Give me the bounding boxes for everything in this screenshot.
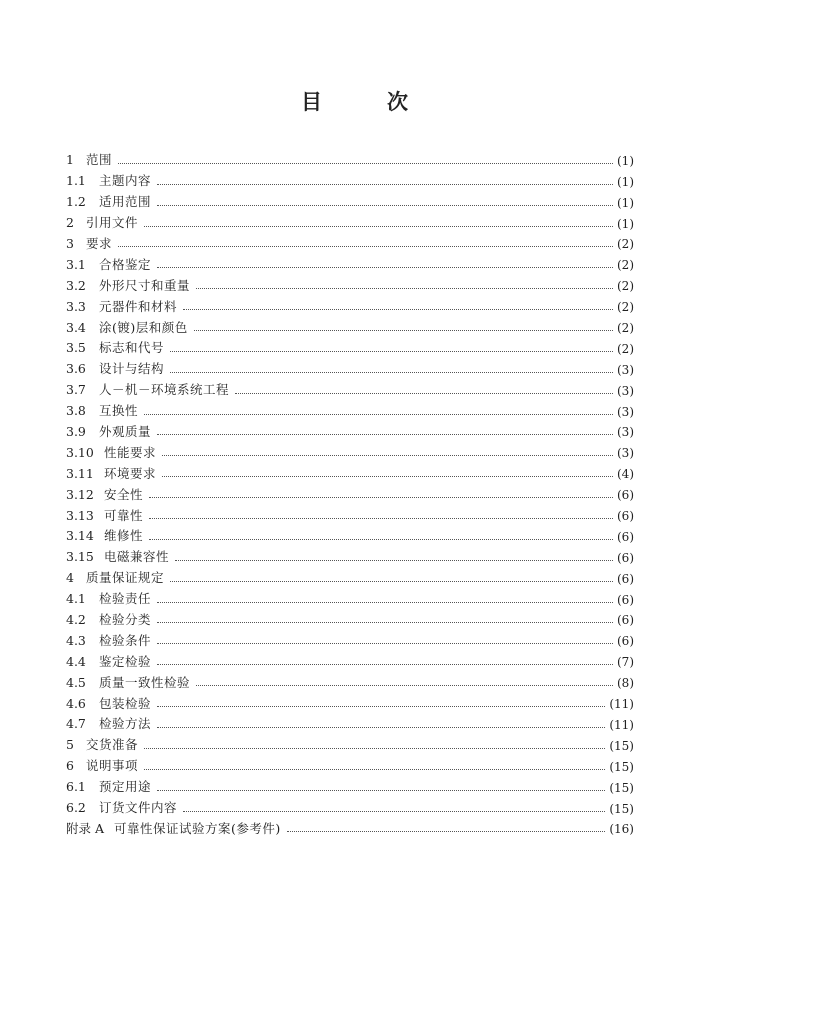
toc-entry xyxy=(66,250,634,271)
toc-entry-label: 元器件和材料 xyxy=(99,298,178,314)
toc-entry-label: 安全性 xyxy=(104,486,144,502)
toc-entry xyxy=(66,146,634,167)
toc-entry-page: (2) xyxy=(617,341,634,356)
toc-entry-page: (2) xyxy=(617,258,634,273)
toc-entry xyxy=(66,230,634,251)
toc-entry xyxy=(66,626,634,647)
toc-dot-leader xyxy=(175,559,613,561)
toc-entry-label: 包装检验 xyxy=(99,695,152,711)
toc-dot-leader xyxy=(157,266,613,268)
toc-entry-number: 3.12 xyxy=(66,486,94,502)
toc-entry xyxy=(66,585,634,606)
toc-entry-page: (6) xyxy=(617,592,634,607)
toc-entry-label: 可靠性保证试验方案(参考件) xyxy=(114,820,281,836)
toc-entry xyxy=(66,689,634,710)
toc-entry-number: 3.7 xyxy=(66,382,86,398)
toc-entry xyxy=(66,773,634,794)
toc-dot-leader xyxy=(235,392,613,394)
toc-dot-leader xyxy=(144,747,605,749)
toc-entry xyxy=(66,647,634,668)
toc-dot-leader xyxy=(196,287,613,289)
toc-entry-label: 可靠性 xyxy=(104,507,144,523)
toc-entry-page: (3) xyxy=(617,362,634,377)
toc-dot-leader xyxy=(170,371,613,373)
toc-entry xyxy=(66,480,634,501)
toc-entry-label: 检验责任 xyxy=(99,591,152,607)
toc-entry-page: (15) xyxy=(609,801,634,816)
toc-entry xyxy=(66,794,634,815)
toc-entry-number: 4.5 xyxy=(66,674,86,690)
toc-entry-page: (6) xyxy=(617,613,634,628)
toc-entry-number: 4.3 xyxy=(66,632,86,648)
toc-entry-number: 3.2 xyxy=(66,277,86,293)
toc-dot-leader xyxy=(183,308,613,310)
toc-entry-number: 3 xyxy=(66,235,74,251)
toc-entry-label: 引用文件 xyxy=(86,215,139,231)
toc-dot-leader xyxy=(157,183,613,185)
toc-entry-page: (3) xyxy=(617,404,634,419)
toc-entry-label: 涂(镀)层和颜色 xyxy=(99,319,188,335)
toc-entry xyxy=(66,271,634,292)
toc-entry xyxy=(66,376,634,397)
toc-entry-label: 要求 xyxy=(86,235,113,251)
toc-entry-number: 3.9 xyxy=(66,423,86,439)
title-char-right: 次 xyxy=(387,90,408,114)
toc-entry-label: 检验条件 xyxy=(99,632,152,648)
toc-dot-leader xyxy=(162,454,613,456)
toc-dot-leader xyxy=(157,789,605,791)
toc-entry-number: 3.11 xyxy=(66,465,94,481)
toc-entry-page: (1) xyxy=(617,153,634,168)
toc-dot-leader xyxy=(194,329,613,331)
toc-entry-page: (2) xyxy=(617,321,634,336)
toc-entry-label: 质量一致性检验 xyxy=(99,674,191,690)
toc-dot-leader xyxy=(170,350,613,352)
toc-entry-label: 主题内容 xyxy=(99,173,152,189)
toc-dot-leader xyxy=(196,684,613,686)
toc-entry xyxy=(66,313,634,334)
toc-entry-page: (2) xyxy=(617,300,634,315)
toc-entry xyxy=(66,334,634,355)
toc-entry-page: (6) xyxy=(617,509,634,524)
toc-entry-label: 人－机－环境系统工程 xyxy=(99,382,230,398)
toc-entry-label: 交货准备 xyxy=(86,737,139,753)
toc-entry-number: 4.4 xyxy=(66,653,86,669)
toc-entry-label: 检验方法 xyxy=(99,716,152,732)
toc-entry-label: 检验分类 xyxy=(99,611,152,627)
toc-entry-label: 说明事项 xyxy=(86,758,139,774)
toc-entry-number: 6.1 xyxy=(66,779,86,795)
toc-entry-number: 1 xyxy=(66,152,74,168)
toc-dot-leader xyxy=(149,538,613,540)
toc-entry-number: 5 xyxy=(66,737,74,753)
toc-entry xyxy=(66,209,634,230)
toc-entry-number: 4.7 xyxy=(66,716,86,732)
toc-entry xyxy=(66,167,634,188)
toc-entry-number: 4 xyxy=(66,570,74,586)
toc-entry-page: (4) xyxy=(617,467,634,482)
title-char-left: 目 xyxy=(301,90,322,114)
toc-entry xyxy=(66,418,634,439)
toc-dot-leader xyxy=(170,580,613,582)
toc-dot-leader xyxy=(162,475,613,477)
toc-entry-page: (3) xyxy=(617,425,634,440)
toc-entry-number: 1.1 xyxy=(66,173,86,189)
toc-entry-label: 外观质量 xyxy=(99,423,152,439)
toc-entry-label: 预定用途 xyxy=(99,779,152,795)
toc-entry-number: 1.2 xyxy=(66,194,86,210)
toc-entry-page: (6) xyxy=(617,571,634,586)
toc-entry xyxy=(66,355,634,376)
toc-dot-leader xyxy=(157,433,613,435)
toc-entry-page: (11) xyxy=(609,717,634,732)
toc-entry-number: 3.8 xyxy=(66,403,86,419)
toc-entry-label: 外形尺寸和重量 xyxy=(99,277,191,293)
toc-entry xyxy=(66,564,634,585)
toc-entry xyxy=(66,188,634,209)
toc-dot-leader xyxy=(157,663,613,665)
toc-entry-label: 适用范围 xyxy=(99,194,152,210)
toc-entry-page: (2) xyxy=(617,237,634,252)
toc-entry xyxy=(66,459,634,480)
toc-entry-page: (2) xyxy=(617,279,634,294)
toc-entry-page: (6) xyxy=(617,488,634,503)
toc-entry-number: 附录 A xyxy=(66,820,105,836)
toc-dot-leader xyxy=(157,705,605,707)
toc-entry-number: 3.3 xyxy=(66,298,86,314)
toc-entry-label: 订货文件内容 xyxy=(99,800,178,815)
toc-entry-number: 3.13 xyxy=(66,507,94,523)
toc-entry-page: (8) xyxy=(617,676,634,691)
toc-entry-number: 3.4 xyxy=(66,319,86,335)
toc-entry-label: 鉴定检验 xyxy=(99,653,152,669)
toc-entry-page: (6) xyxy=(617,634,634,649)
toc-entry-label: 范围 xyxy=(86,152,113,168)
toc-dot-leader xyxy=(149,496,613,498)
toc-entry-number: 4.6 xyxy=(66,695,86,711)
toc-dot-leader xyxy=(157,601,613,603)
toc-dot-leader xyxy=(149,517,613,519)
toc-entry xyxy=(66,438,634,459)
toc-entry-number: 3.1 xyxy=(66,256,86,272)
toc-entry-label: 性能要求 xyxy=(104,444,157,460)
toc-entry-number: 3.14 xyxy=(66,528,94,544)
toc-entry-label: 维修性 xyxy=(104,528,144,544)
toc-entry-number: 3.6 xyxy=(66,361,86,377)
toc-entry-number: 4.1 xyxy=(66,591,86,607)
toc-dot-leader xyxy=(144,768,605,770)
toc-entry-label: 电磁兼容性 xyxy=(104,549,170,565)
toc-entry-label: 标志和代号 xyxy=(99,340,165,356)
toc-entry-number: 6 xyxy=(66,758,74,774)
toc-entry xyxy=(66,668,634,689)
toc-entry-page: (1) xyxy=(617,216,634,231)
toc-entry xyxy=(66,752,634,773)
toc-entry-page: (1) xyxy=(617,174,634,189)
toc-entry-number: 6.2 xyxy=(66,800,86,815)
toc-entry xyxy=(66,710,634,731)
toc-dot-leader xyxy=(157,204,613,206)
toc-entry-number: 3.15 xyxy=(66,549,94,565)
toc-entry-number: 3.5 xyxy=(66,340,86,356)
toc-entry xyxy=(66,292,634,313)
toc-entry-page: (11) xyxy=(609,697,634,712)
toc-entry xyxy=(66,397,634,418)
toc-dot-leader xyxy=(144,413,613,415)
table-of-contents xyxy=(66,146,634,835)
toc-entry xyxy=(66,731,634,752)
toc-dot-leader xyxy=(157,642,613,644)
toc-entry-page: (15) xyxy=(609,759,634,774)
toc-dot-leader xyxy=(183,810,605,812)
toc-entry xyxy=(66,501,634,522)
toc-entry-label: 环境要求 xyxy=(104,465,157,481)
toc-entry-page: (15) xyxy=(609,738,634,753)
toc-entry-label: 互换性 xyxy=(99,403,139,419)
toc-entry-label: 设计与结构 xyxy=(99,361,165,377)
toc-entry-page: (16) xyxy=(609,822,634,837)
toc-entry xyxy=(66,543,634,564)
toc-dot-leader xyxy=(118,245,613,247)
toc-entry-number: 3.10 xyxy=(66,444,94,460)
toc-dot-leader xyxy=(118,162,613,164)
toc-entry-page: (7) xyxy=(617,655,634,670)
toc-dot-leader xyxy=(157,621,613,623)
toc-dot-leader xyxy=(157,726,605,728)
toc-entry-page: (3) xyxy=(617,383,634,398)
toc-entry-label: 质量保证规定 xyxy=(86,570,165,586)
toc-entry-page: (6) xyxy=(617,529,634,544)
toc-entry-page: (1) xyxy=(617,195,634,210)
toc-entry-number: 4.2 xyxy=(66,611,86,627)
toc-dot-leader xyxy=(287,830,606,832)
toc-entry xyxy=(66,606,634,627)
toc-entry-page: (15) xyxy=(609,780,634,795)
toc-entry-page: (6) xyxy=(617,550,634,565)
toc-dot-leader xyxy=(144,225,613,227)
toc-entry-label: 合格鉴定 xyxy=(99,256,152,272)
toc-entry-number: 2 xyxy=(66,215,74,231)
toc-entry xyxy=(66,522,634,543)
toc-entry xyxy=(66,815,634,836)
toc-entry-page: (3) xyxy=(617,446,634,461)
